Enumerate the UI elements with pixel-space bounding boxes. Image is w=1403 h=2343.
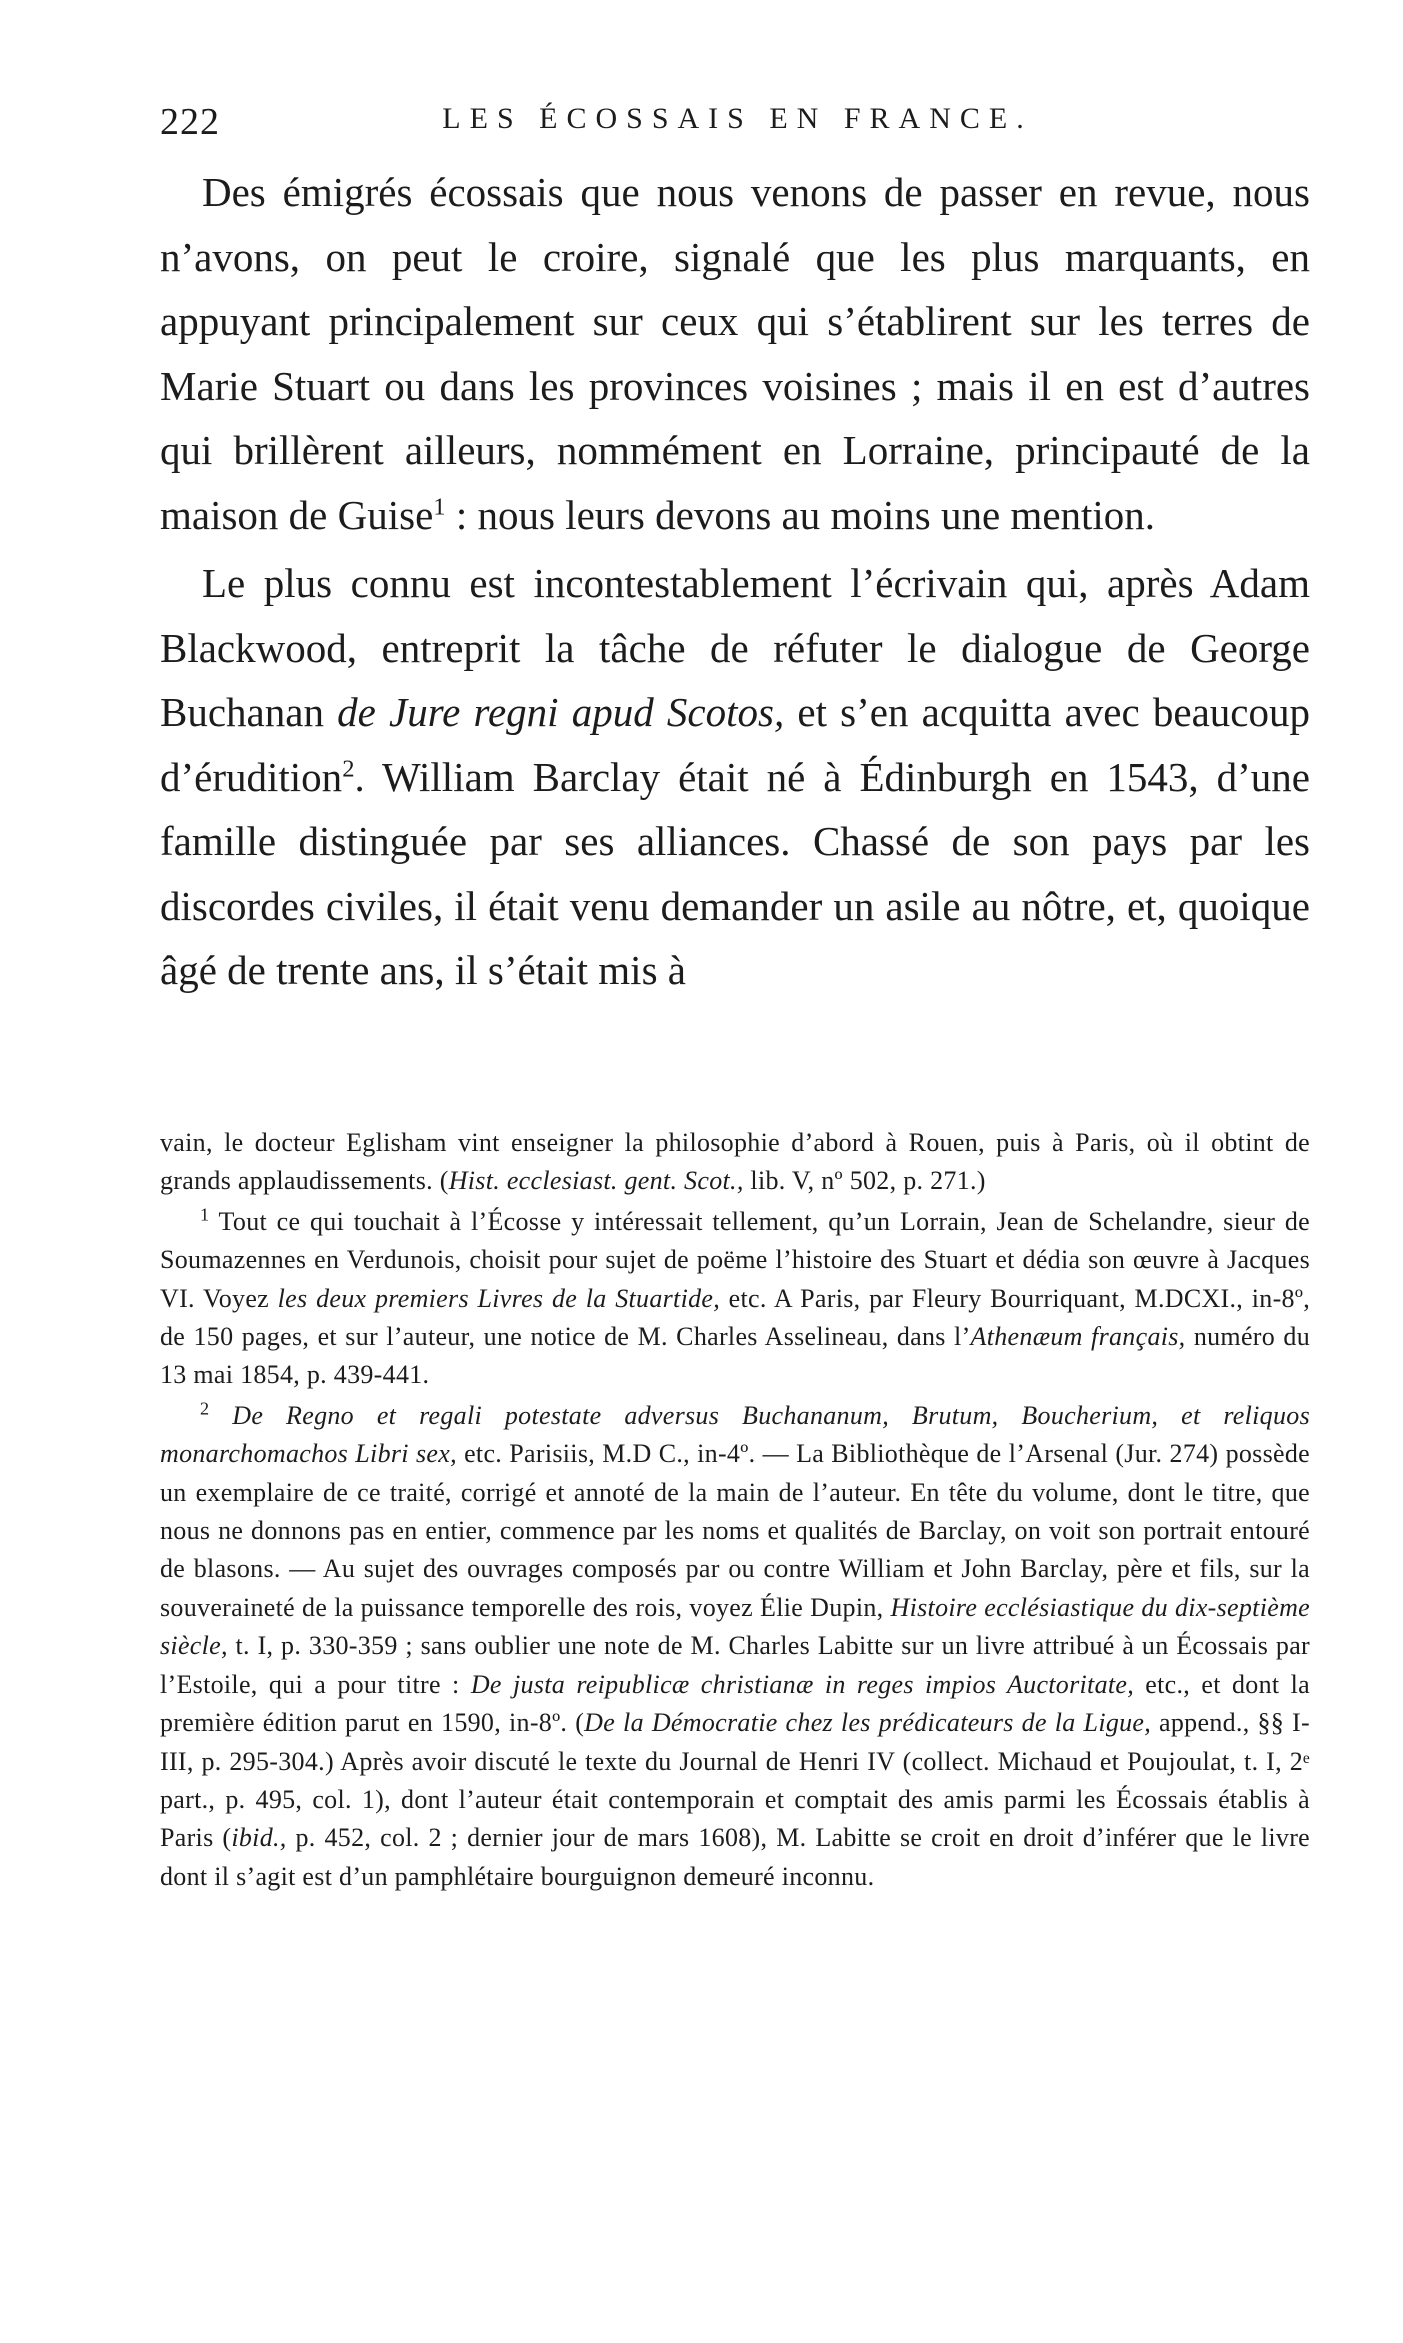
running-title: LES ÉCOSSAIS EN FRANCE. <box>442 102 1033 135</box>
footnote-ref-1: 1 <box>433 492 446 520</box>
paragraph-1 <box>160 160 1310 547</box>
footnote-2-ibid: ibid., <box>231 1823 287 1853</box>
footnote-2-text-d: append., §§ I-III, p. 295-304.) Après avoir discuté le texte du Journal de Henri IV (collect. Michaud et Poujoulat, t. I, 2ᵉ part., p. 495, col. 1), dont l’auteur était contemporain et comptait des amis parmi les Écossais établis à Paris ( <box>160 1708 1310 1853</box>
footnote-1 <box>160 1203 1310 1395</box>
footnote-2-text-e: p. 452, col. 2 ; dernier jour de mars 1608), M. Labitte se croit en droit d’inférer que le livre dont il s’agit est d’un pamphlétaire bourguignon demeuré inconnu. <box>160 1823 1310 1891</box>
footnote-1-text-a: Tout ce qui touchait à l’Écosse y intéressait tellement, qu’un Lorrain, Jean de Schelandre, sieur de Soumazennes en Verdunois, choisit pour sujet de poëme l’histoire des Stuart et dédia son œuvre à Jacques VI. Voyez <box>160 1206 1310 1313</box>
paragraph-1-text-a: Des émigrés écossais que nous venons de passer en revue, nous n’avons, on peut le croire, signalé que les plus marquants, en appuyant principalement sur ceux qui s’établirent sur les terres de Marie Stuart ou dans les provinces voisines ; mais il en est d’autres qui brillèrent ailleurs, nommément en Lorraine, principauté de la maison de Guise <box>160 169 1310 538</box>
footnote-continuation-citation: Hist. ecclesiast. gent. Scot., <box>448 1166 744 1196</box>
footnote-2-title-histoire: Histoire ecclésiastique du dix-septième siècle, <box>160 1592 1310 1661</box>
footnote-continuation <box>160 1124 1310 1201</box>
paragraph-1-text-b: : nous leurs devons au moins une mention. <box>445 491 1156 538</box>
paragraph-2-text-c: . William Barclay était né à Édinburgh en 1543, d’une famille distinguée par ses alliances. Chassé de son pays par les discordes civiles, il était venu demander un asile au nôtre, et, quoique âgé de trente ans, il s’était mis à <box>160 753 1310 993</box>
footnote-2-text-b: t. I, p. 330-359 ; sans oublier une note de M. Charles Labitte sur un livre attribué à un Écossais par l’Estoile, qui a pour titre : <box>160 1631 1310 1699</box>
paragraph-2-text-b: et s’en acquitta avec beaucoup d’érudition <box>160 689 1310 800</box>
footnote-2-number: 2 <box>200 1398 210 1419</box>
footnote-2-text-c: etc., et dont la première édition parut en 1590, in-8º. ( <box>160 1669 1311 1738</box>
footnote-1-number: 1 <box>200 1204 210 1225</box>
footnote-continuation-text-a: vain, le docteur Eglisham vint enseigner la philosophie d’abord à Rouen, puis à Paris, où il obtint de grands applaudissements. ( <box>160 1128 1310 1196</box>
footnote-continuation-text-b: lib. V, nº 502, p. 271.) <box>743 1166 986 1196</box>
footnote-2 <box>160 1397 1310 1896</box>
footnote-1-text-c: numéro du 13 mai 1854, p. 439-441. <box>160 1322 1311 1390</box>
footnote-2-title-democratie: De la Démocratie chez les prédicateurs de la Ligue, <box>584 1708 1152 1738</box>
page-header <box>160 100 1315 150</box>
page-number: 222 <box>160 101 220 143</box>
book-title-de-jure-regni: de Jure regni apud Scotos, <box>337 689 785 735</box>
footnote-1-title-athenaeum: Athenæum français, <box>970 1322 1186 1352</box>
footnote-2-title-de-regno: De Regno et regali potestate adversus Buchananum, Brutum, Boucherium, et reliquos monarchomachos Libri sex, <box>160 1400 1310 1469</box>
footnote-2-text-a: etc. Parisiis, M.D C., in-4º. — La Bibliothèque de l’Arsenal (Jur. 274) possède un exemplaire de ce traité, corrigé et annoté de la main de l’auteur. En tête du volume, dont le titre, que nous ne donnons pas en entier, commence par les noms et qualités de Barclay, on voit son portrait entouré de blasons. — Au sujet des ouvrages composés par ou contre William et John Barclay, père et fils, sur la souveraineté de la puissance temporelle des rois, voyez Élie Dupin, <box>160 1439 1310 1622</box>
footnote-2-title-de-justa: De justa reipublicæ christianæ in reges impios Auctoritate, <box>470 1669 1135 1699</box>
footnote-ref-2: 2 <box>342 754 355 782</box>
footnote-1-title-stuartide: les deux premiers Livres de la Stuartide, <box>277 1283 721 1313</box>
main-text <box>160 160 1310 1003</box>
paragraph-2-text-a: Le plus connu est incontestablement l’écrivain qui, après Adam Blackwood, entreprit la tâche de réfuter le dialogue de George Buchanan <box>160 560 1310 735</box>
paragraph-2 <box>160 551 1310 1003</box>
footnote-1-text-b: etc. A Paris, par Fleury Bourriquant, M.DCXI., in-8º, de 150 pages, et sur l’auteur, une notice de M. Charles Asselineau, dans l’ <box>160 1283 1310 1352</box>
footnotes <box>160 1124 1310 1896</box>
